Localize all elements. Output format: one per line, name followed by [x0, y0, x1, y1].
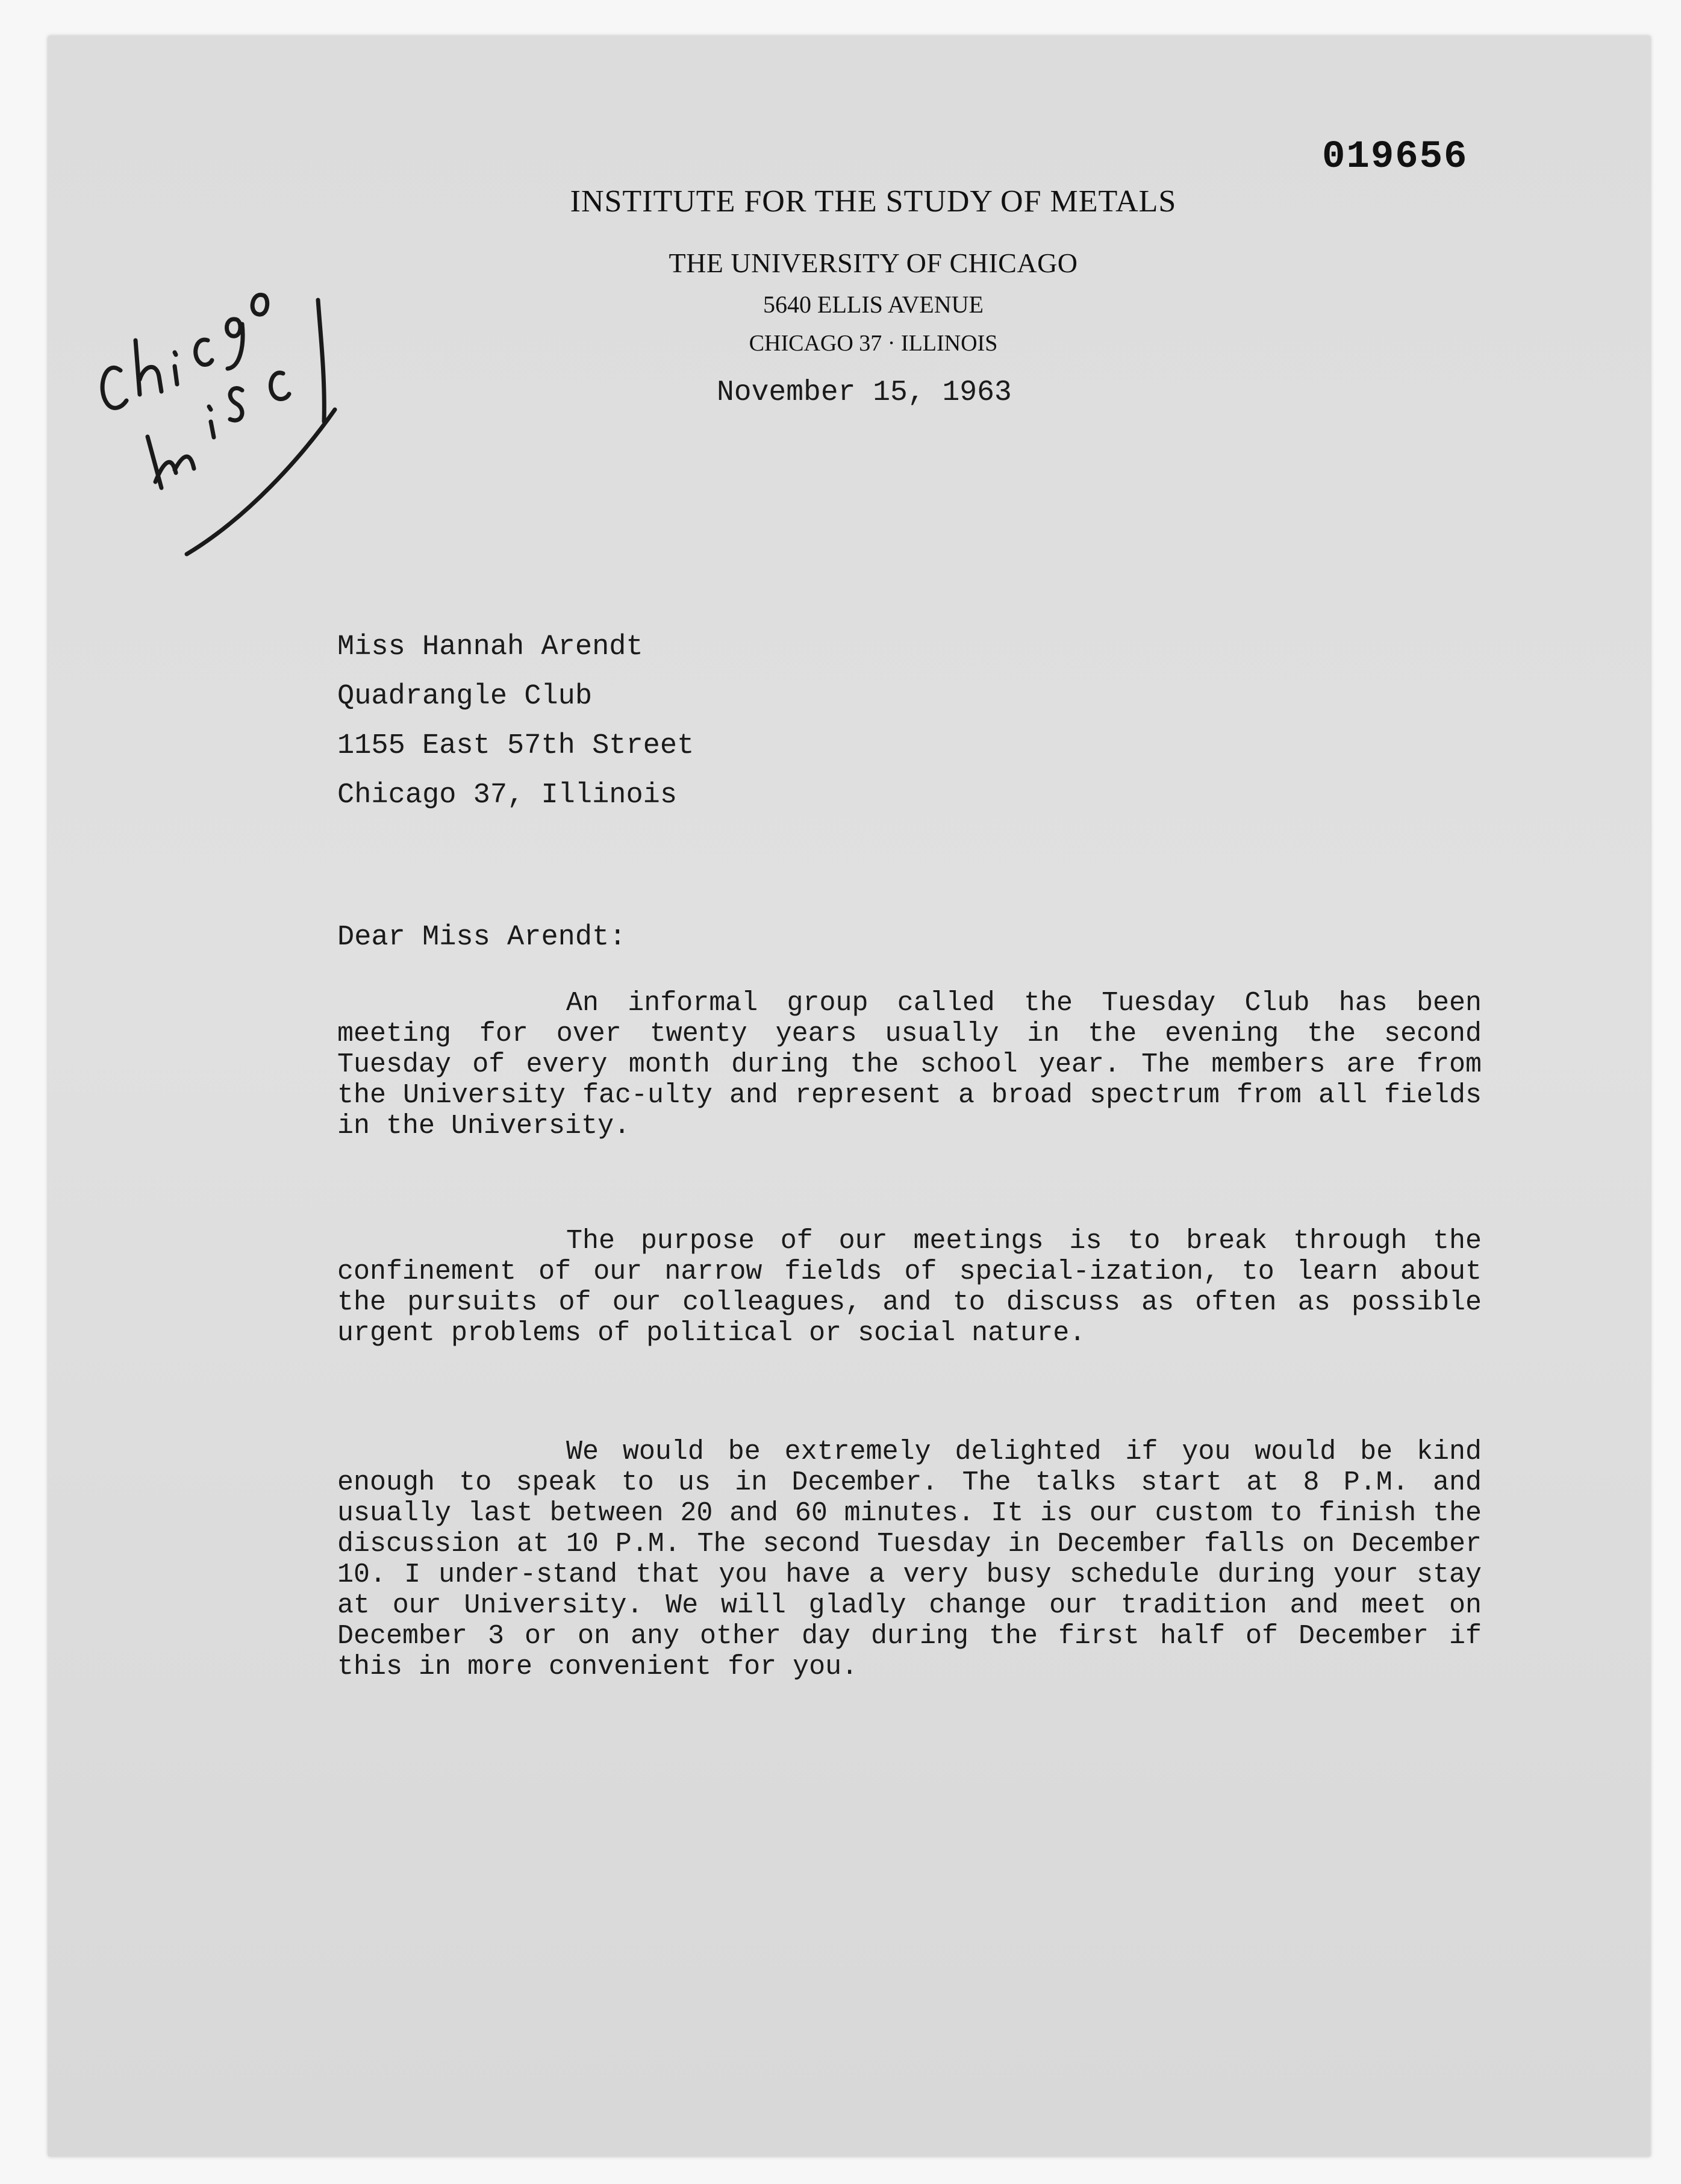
handwriting-drawing: [84, 229, 361, 566]
letterhead-street: 5640 ELLIS AVENUE: [763, 291, 984, 318]
body-paragraph: An informal group called the Tuesday Club has been meeting for over twenty years usually in the evening the second Tuesday of every month during the school year. The members are from the University fac-ulty and represent a broad spectrum from all fields in the University.: [337, 988, 1482, 1141]
letter-date: November 15, 1963: [717, 376, 1012, 409]
letterhead-institute: INSTITUTE FOR THE STUDY OF METALS: [570, 184, 1177, 219]
recipient-name: Miss Hannah Arendt: [337, 631, 643, 663]
recipient-street: 1155 East 57th Street: [337, 730, 694, 762]
letterhead-university: THE UNIVERSITY OF CHICAGO: [669, 248, 1078, 278]
body-paragraph: We would be extremely delighted if you would be kind enough to speak to us in December. The talks start at 8 P.M. and usually last between 20 and 60 minutes. It is our custom to finish the discussion at 10 P.M. The second Tuesday in December falls on December 10. I under-stand that you have a very busy schedule during your stay at our University. We will gladly change our tradition and meet on December 3 or on any other day during the first half of December if this in more convenient for you.: [337, 1437, 1482, 1682]
handwritten-annotation: [84, 229, 361, 566]
recipient-city: Chicago 37, Illinois: [337, 779, 678, 811]
letterhead-city: CHICAGO 37 · ILLINOIS: [749, 331, 998, 356]
recipient-organization: Quadrangle Club: [337, 681, 593, 713]
document-number: 019656: [1322, 136, 1468, 179]
body-paragraph: The purpose of our meetings is to break through the confinement of our narrow fields of special-ization, to learn about the pursuits of our colleagues, and to discuss as often as possible urgent problems of political or social nature.: [337, 1226, 1482, 1349]
salutation: Dear Miss Arendt:: [337, 922, 626, 953]
